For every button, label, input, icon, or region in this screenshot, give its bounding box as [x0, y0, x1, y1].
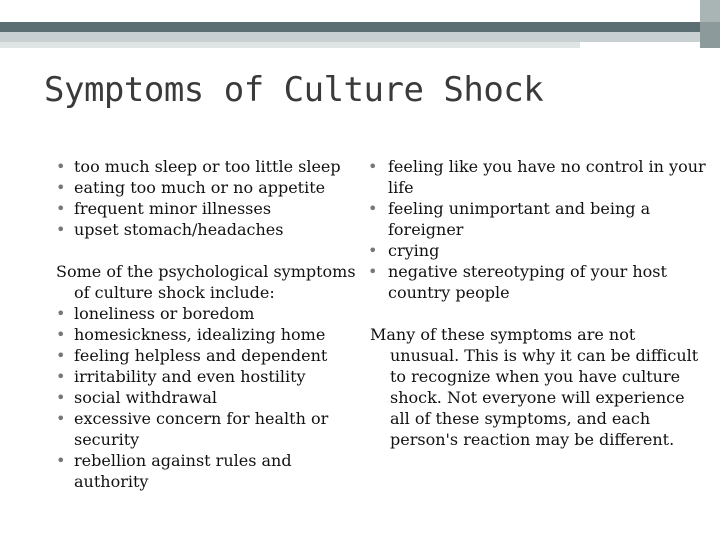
- left-column: [56, 156, 366, 492]
- list-item: • loneliness or boredom: [56, 303, 366, 324]
- list-item: • too much sleep or too little sleep: [56, 156, 366, 177]
- list-item: • rebellion against rules and authority: [56, 450, 366, 492]
- closing-note: Many of these symptoms are not unusual. This is why it can be difficult to recognize when you have culture shock. Not everyone will experience all of these symptoms, and each person's reaction may be different.: [370, 325, 699, 449]
- list-item: • irritability and even hostility: [56, 366, 366, 387]
- right-column: [366, 156, 706, 450]
- header-band-top: [0, 0, 720, 8]
- list-item: • frequent minor illnesses: [56, 198, 366, 219]
- emotional-symptoms-list: [366, 156, 706, 303]
- slide-title: Symptoms of Culture Shock: [44, 70, 544, 110]
- spacer: [366, 303, 706, 324]
- list-item: • social withdrawal: [56, 387, 366, 408]
- list-item: • negative stereotyping of your host country people: [366, 261, 706, 303]
- list-item: • excessive concern for health or security: [56, 408, 366, 450]
- list-item: • eating too much or no appetite: [56, 177, 366, 198]
- header-corner-block-top: [700, 0, 720, 22]
- list-item: • feeling helpless and dependent: [56, 345, 366, 366]
- spacer: [56, 240, 366, 261]
- header-band-light: [0, 32, 700, 42]
- psych-symptoms-list: [56, 303, 366, 492]
- list-item: • homesickness, idealizing home: [56, 324, 366, 345]
- psych-intro: Some of the psychological symptoms of culture shock include:: [56, 262, 356, 302]
- list-item: • feeling unimportant and being a foreigner: [366, 198, 706, 240]
- list-item: • upset stomach/headaches: [56, 219, 366, 240]
- list-item: • crying: [366, 240, 706, 261]
- list-item: • feeling like you have no control in your life: [366, 156, 706, 198]
- physical-symptoms-list: [56, 156, 366, 240]
- header-band-dark: [0, 22, 700, 32]
- header-band-accent: [0, 42, 580, 48]
